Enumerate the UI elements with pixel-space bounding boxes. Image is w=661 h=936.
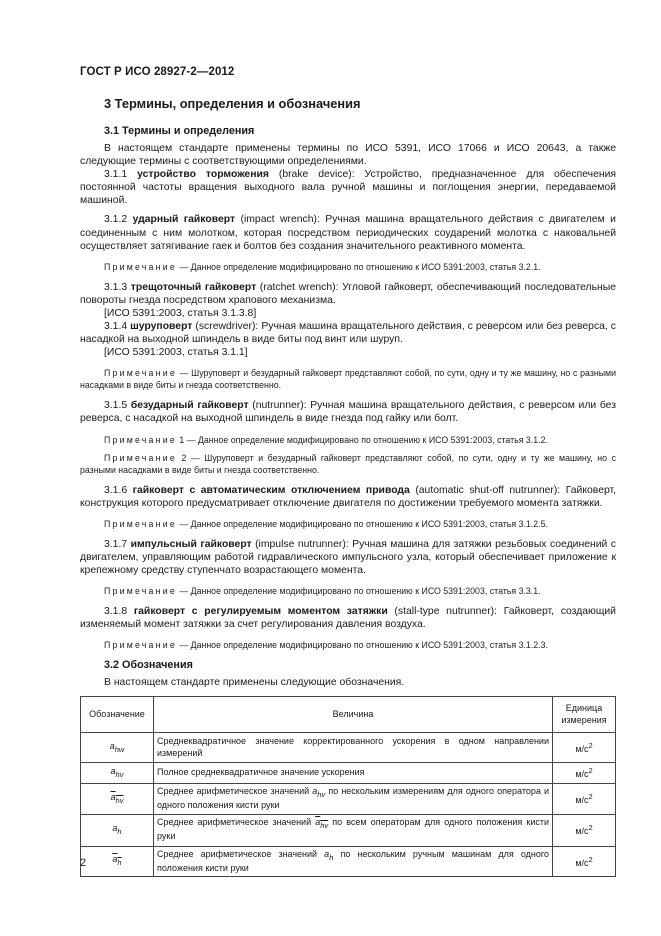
term-name: шуруповерт bbox=[130, 321, 193, 333]
reference-3-1-3: [ИСО 5391:2003, статья 3.1.3.8] bbox=[104, 307, 257, 319]
term-name: импульсный гайковерт bbox=[130, 538, 252, 550]
note-3-1-7: Примечание — Данное определение модифицировано по отношению к ИСО 5391:2003, статья 3.3.1. bbox=[104, 585, 541, 596]
term-3-1-5: 3.1.5 безударный гайковерт (nutrunner): Ручная машина вращательного действия, с реверсом или без реверса, с насадкой на выходной шпиндель в виде гнезда под гайку или болт. bbox=[80, 400, 617, 425]
reference-3-1-4: [ИСО 5391:2003, статья 3.1.1] bbox=[104, 347, 248, 359]
term-name: трещоточный гайковерт bbox=[130, 281, 257, 293]
unit-cell: $м/с^2$ bbox=[553, 763, 616, 784]
subsection-intro-3-2: В настоящем стандарте применены следующие обозначения. bbox=[104, 677, 405, 689]
document-header: ГОСТ Р ИСО 28927-2—2012 bbox=[80, 66, 235, 78]
note-3-1-2: Примечание — Данное определение модифицировано по отношению к ИСО 5391:2003, статья 3.2.1. bbox=[104, 261, 541, 272]
term-name: безударный гайковерт bbox=[130, 400, 249, 412]
unit-cell: $м/с^2$ bbox=[553, 846, 616, 877]
term-name: гайковерт с автоматическим отключением привода bbox=[132, 484, 410, 496]
term-3-1-3: 3.1.3 трещоточный гайковерт (ratchet wrench): Угловой гайковерт, обеспечивающий последовательные повороты гнезда посредством храпового механизма. bbox=[80, 281, 616, 306]
note-3-1-5-1: Примечание 1 — Данное определение модифицировано по отношению к ИСО 5391:2003, статья 3.1.2. bbox=[104, 434, 548, 445]
subsection-intro-3-1: В настоящем стандарте применены термины по ИСО 5391, ИСО 17066 и ИСО 20643, а также следующие термины с соответствующими определениями. bbox=[80, 143, 616, 168]
page-content bbox=[80, 96, 616, 877]
symbol-cell: $a_{hw}$ bbox=[81, 733, 154, 763]
symbol-cell: $a_{hv}$ bbox=[81, 783, 154, 814]
term-name: устройство торможения bbox=[137, 169, 269, 181]
note-3-1-4: Примечание — Шуруповерт и безударный гайковерт представляют собой, по сути, одну и ту же машину, но с разными насадками в виде биты и гнезда соответственно. bbox=[80, 368, 616, 391]
table-row bbox=[81, 783, 616, 814]
term-name: ударный гайковерт bbox=[132, 214, 236, 226]
quantity-cell: Полное среднеквадратичное значение ускорения bbox=[154, 763, 553, 784]
table-row bbox=[81, 846, 616, 877]
page-number: 2 bbox=[80, 857, 87, 869]
term-3-1-6: 3.1.6 гайковерт с автоматическим отключением привода (automatic shut-off nutrunner): Гайковерт, конструкция которого предусматривает отключение двигателя по достижении требуемого момента затяжки. bbox=[80, 484, 617, 509]
header-quantity: Величина bbox=[154, 697, 553, 733]
symbol-cell: $a_h$ bbox=[81, 846, 154, 877]
term-3-1-1: 3.1.1 устройство торможения (brake device): Устройство, предназначенное для обеспечения постоянной частоты вращения выходного вала ручной машины и поглощения энергии, передаваемой машиной. bbox=[80, 169, 617, 207]
table-header-row bbox=[81, 697, 616, 733]
note-3-1-6: Примечание — Данное определение модифицировано по отношению к ИСО 5391:2003, статья 3.1.2.5. bbox=[104, 518, 548, 529]
header-symbol: Обозначение bbox=[81, 697, 154, 733]
table-row bbox=[81, 763, 616, 784]
symbol-cell: $a_{hv}$ bbox=[81, 763, 154, 784]
symbol-cell: $a_h$ bbox=[81, 814, 154, 846]
subsection-title-3-2: 3.2 Обозначения bbox=[104, 659, 193, 672]
term-3-1-2: 3.1.2 ударный гайковерт (impact wrench): Ручная машина вращательного действия с двигателем и соединенным с ним молотком, которая посредством периодических соударений молотка с наковальней осуществляет затягивание гаек и болтов без создания значительного реактивного момента. bbox=[80, 214, 616, 252]
section-title: 3 Термины, определения и обозначения bbox=[104, 96, 361, 111]
subsection-title-3-1: 3.1 Термины и определения bbox=[104, 125, 255, 137]
symbols-table bbox=[80, 696, 616, 877]
unit-cell: $м/с^2$ bbox=[553, 783, 616, 814]
term-3-1-7: 3.1.7 импульсный гайковерт (impulse nutrunner): Ручная машина для затяжки резьбовых соединений с двигателем, управляющим работой гидравлического импульсного узла, который обеспечивает приложение к крепежному средству ступенчато возрастающего момента. bbox=[80, 538, 617, 576]
note-3-1-5-2: Примечание 2 — Шуруповерт и безударный гайковерт представляют собой, по сути, одну и ту же машину, но с разными насадками в виде биты и гнезда соответственно. bbox=[80, 452, 616, 475]
term-3-1-4: 3.1.4 шуруповерт (screwdriver): Ручная машина вращательного действия, с реверсом или без реверса, с насадкой на выходной шпиндель в виде биты под винт или шуруп. bbox=[80, 321, 617, 346]
quantity-cell: Среднеквадратичное значение корректированного ускорения в одном направлении измерений bbox=[154, 733, 553, 763]
unit-cell: $м/с^2$ bbox=[553, 814, 616, 846]
quantity-cell: Среднее арифметическое значений $a_h$ по нескольким ручным машинам для одного положения кисти руки bbox=[154, 846, 553, 877]
quantity-cell: Среднее арифметическое значений $a_{hv}$ по всем операторам для одного положения кисти руки bbox=[154, 814, 553, 846]
table-row bbox=[81, 733, 616, 763]
header-unit: Единица измерения bbox=[553, 697, 616, 733]
unit-cell: $м/с^2$ bbox=[553, 733, 616, 763]
table-row bbox=[81, 814, 616, 846]
quantity-cell: Среднее арифметическое значений $a_{hv}$ по нескольким измерениям для одного оператора и одного положения кисти руки bbox=[154, 783, 553, 814]
term-3-1-8: 3.1.8 гайковерт с регулируемым моментом затяжки (stall-type nutrunner): Гайковерт, создающий изменяемый момент затяжки за счет регулирования давления воздуха. bbox=[80, 605, 616, 631]
note-3-1-8: Примечание — Данное определение модифицировано по отношению к ИСО 5391:2003, статья 3.1.2.3. bbox=[104, 640, 548, 651]
term-name: гайковерт с регулируемым моментом затяжки bbox=[133, 605, 388, 617]
